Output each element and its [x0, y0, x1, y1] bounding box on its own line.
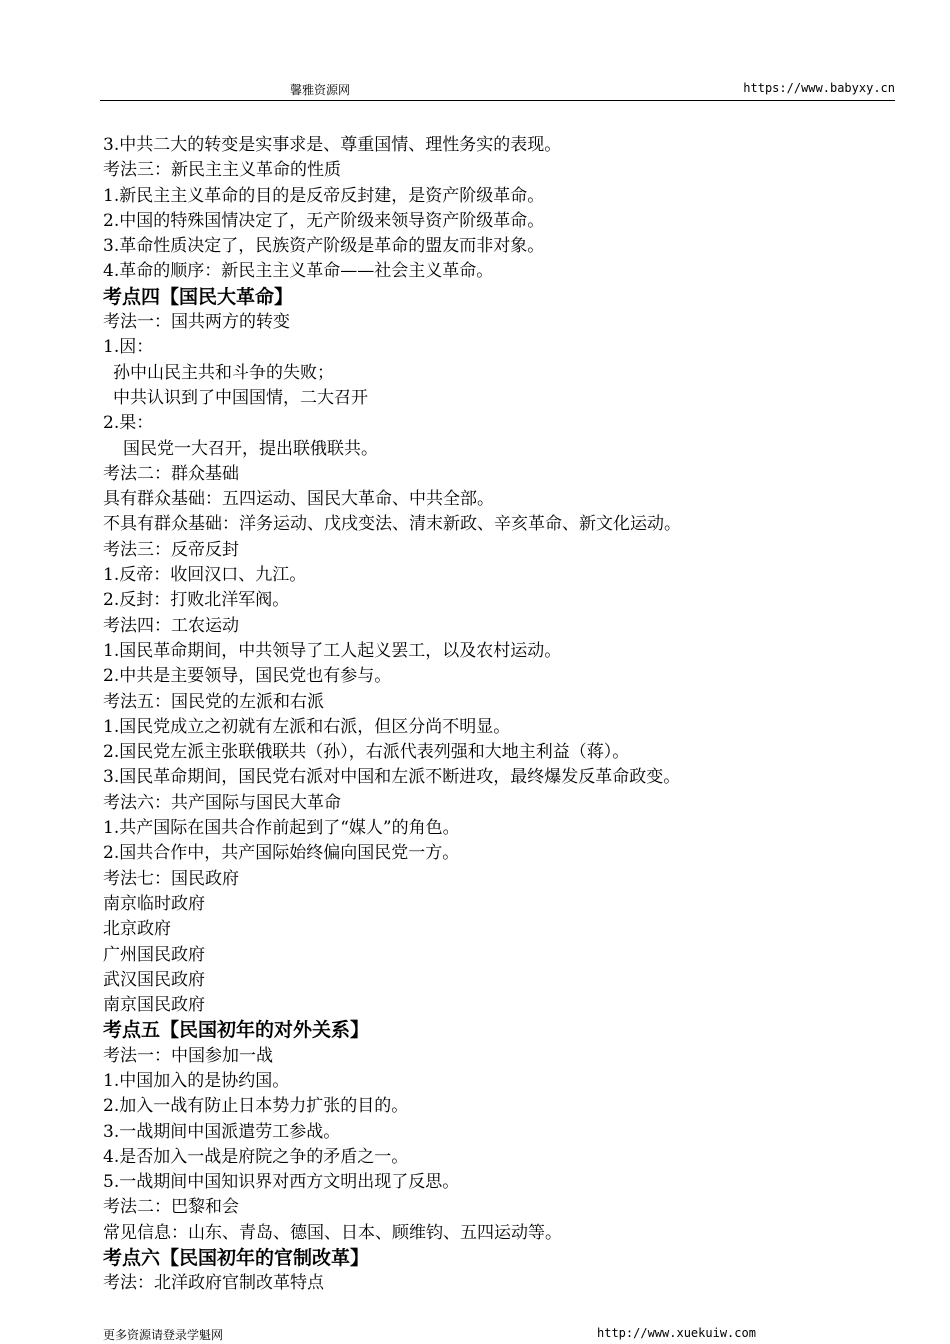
footer-url: http://www.xuekuiw.com	[597, 1326, 756, 1340]
text-line: 具有群众基础：五四运动、国民大革命、中共全部。	[103, 489, 494, 510]
text-line: 2.果：	[103, 413, 154, 434]
text-line: 国民党一大召开，提出联俄联共。	[123, 438, 378, 459]
text-line: 广州国民政府	[103, 944, 205, 965]
text-line: 3.中共二大的转变是实事求是、尊重国情、理性务实的表现。	[103, 135, 562, 155]
text-line: 1.因：	[103, 337, 154, 358]
text-line: 考法二：巴黎和会	[103, 1197, 239, 1218]
text-line: 2.中国的特殊国情决定了，无产阶级来领导资产阶级革命。	[103, 210, 545, 231]
text-line: 武汉国民政府	[103, 969, 205, 990]
text-line: 北京政府	[103, 919, 171, 940]
header-url: https://www.babyxy.cn	[743, 81, 895, 95]
text-line: 3.革命性质决定了，民族资产阶级是革命的盟友而非对象。	[103, 236, 545, 257]
text-line: 孙中山民主共和斗争的失败；	[113, 362, 334, 383]
text-line: 2.国民党左派主张联俄联共（孙），右派代表列强和大地主利益（蒋）。	[103, 742, 630, 763]
page-header	[100, 80, 895, 101]
text-line: 1.中国加入的是协约国。	[103, 1070, 290, 1091]
text-line: 2.中共是主要领导，国民党也有参与。	[103, 666, 392, 687]
text-line: 2.加入一战有防止日本势力扩张的目的。	[103, 1096, 409, 1117]
text-line: 1.反帝：收回汉口、九江。	[103, 565, 307, 586]
section-heading: 考点五【民国初年的对外关系】	[103, 1019, 370, 1042]
text-line: 常见信息：山东、青岛、德国、日本、顾维钧、五四运动等。	[103, 1222, 562, 1243]
text-line: 考法一：中国参加一战	[103, 1045, 273, 1066]
text-line: 1.新民主主义革命的目的是反帝反封建，是资产阶级革命。	[103, 185, 545, 206]
text-line: 考法五：国民党的左派和右派	[103, 691, 324, 712]
text-line: 考法：北洋政府官制改革特点	[103, 1273, 324, 1294]
text-line: 考法四：工农运动	[103, 615, 239, 636]
text-line: 4.革命的顺序：新民主主义革命——社会主义革命。	[103, 261, 494, 282]
text-line: 中共认识到了中国国情，二大召开	[113, 387, 368, 408]
text-line: 2.国共合作中，共产国际始终偏向国民党一方。	[103, 843, 460, 864]
text-line: 考法三：反帝反封	[103, 539, 239, 560]
text-line: 5.一战期间中国知识界对西方文明出现了反思。	[103, 1172, 460, 1193]
text-line: 考法一：国共两方的转变	[103, 312, 290, 333]
text-line: 4.是否加入一战是府院之争的矛盾之一。	[103, 1146, 409, 1167]
text-line: 考法三：新民主主义革命的性质	[103, 160, 341, 181]
text-line: 2.反封：打败北洋军阀。	[103, 590, 290, 611]
text-line: 1.国民党成立之初就有左派和右派，但区分尚不明显。	[103, 716, 511, 737]
section-heading: 考点六【民国初年的官制改革】	[103, 1247, 370, 1270]
text-line: 南京临时政府	[103, 893, 205, 914]
text-line: 3.一战期间中国派遣劳工参战。	[103, 1121, 341, 1142]
text-line: 不具有群众基础：洋务运动、戊戌变法、清末新政、辛亥革命、新文化运动。	[103, 514, 681, 535]
document-body	[103, 133, 903, 1297]
text-line: 3.国民革命期间，国民党右派对中国和左派不断进攻，最终爆发反革命政变。	[103, 767, 681, 788]
section-heading: 考点四【国民大革命】	[103, 285, 294, 308]
text-line: 考法六：共产国际与国民大革命	[103, 792, 341, 813]
text-line: 考法二：群众基础	[103, 463, 239, 484]
text-line: 考法七：国民政府	[103, 868, 239, 889]
text-line: 1.国民革命期间，中共领导了工人起义罢工，以及农村运动。	[103, 640, 562, 661]
text-line: 1.共产国际在国共合作前起到了“媒人”的角色。	[103, 818, 460, 839]
header-site-name: 馨雅资源网	[290, 83, 351, 97]
footer-text: 更多资源请登录学魁网	[103, 1328, 224, 1342]
text-line: 南京国民政府	[103, 995, 205, 1016]
